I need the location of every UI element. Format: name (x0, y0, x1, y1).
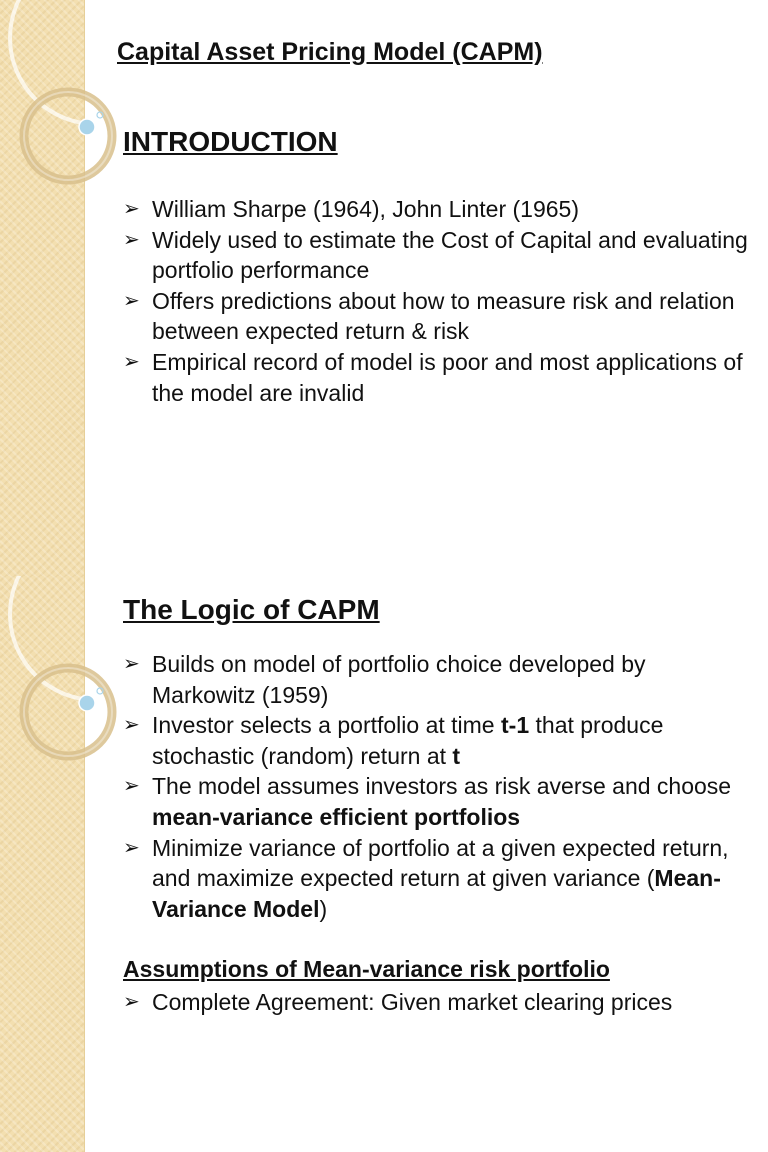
bubble-large (79, 119, 95, 135)
text-run: Builds on model of portfolio choice developed by Markowitz (1959) (152, 651, 646, 708)
section-heading-introduction: INTRODUCTION (123, 126, 338, 157)
bubble-large (79, 695, 95, 711)
arrow-bullet-icon: ➢ (123, 228, 140, 251)
list-item: ➢ Empirical record of model is poor and most applications of the model are invalid (123, 348, 743, 406)
decorative-rings (0, 0, 140, 576)
list-item (123, 710, 753, 771)
arrow-bullet-icon: ➢ (123, 836, 140, 859)
text-run: ) (319, 895, 328, 922)
assumptions-bullet-list (123, 987, 753, 1018)
bold-text-run: Mean-Variance Model (152, 865, 721, 922)
section-heading-assumptions: Assumptions of Mean-variance risk portfolio (123, 956, 610, 982)
arrow-bullet-icon: ➢ (123, 350, 140, 373)
arrow-bullet-icon: ➢ (123, 775, 140, 798)
bold-text-run: t (452, 742, 461, 769)
list-item: ➢ Complete Agreement: Given market clearing prices (123, 987, 753, 1018)
list-item (123, 649, 753, 710)
bold-text-run: t-1 (501, 712, 530, 739)
bold-text-run: mean-variance efficient portfolios (152, 803, 521, 830)
list-item: ➢ Widely used to estimate the Cost of Capital and evaluating portfolio performance (123, 226, 748, 284)
list-item (123, 771, 753, 832)
list-item: ➢ Offers predictions about how to measure risk and relation between expected return & risk (123, 287, 735, 345)
slide-logic-of-capm (0, 576, 768, 1152)
introduction-bullet-list (123, 194, 753, 408)
arrow-bullet-icon: ➢ (123, 198, 140, 220)
page-title: Capital Asset Pricing Model (CAPM) (117, 38, 543, 66)
decorative-rings (0, 576, 140, 1152)
logic-bullet-list (123, 649, 753, 924)
text-run: Investor selects a portfolio at time (152, 712, 501, 739)
list-item (123, 833, 753, 925)
arrow-bullet-icon: ➢ (123, 289, 140, 312)
list-item: ➢ William Sharpe (1964), John Linter (1965) (123, 194, 753, 225)
text-run: The model assumes investors as risk averse and choose (152, 773, 732, 800)
text-run: that produce stochastic (random) return at (152, 712, 664, 769)
arrow-bullet-icon: ➢ (123, 653, 140, 675)
arrow-bullet-icon: ➢ (123, 991, 140, 1013)
arrow-bullet-icon: ➢ (123, 714, 140, 737)
text-run: Minimize variance of portfolio at a given expected return, and maximize expected return at given variance ( (152, 834, 729, 892)
section-heading-logic: The Logic of CAPM (123, 594, 380, 625)
